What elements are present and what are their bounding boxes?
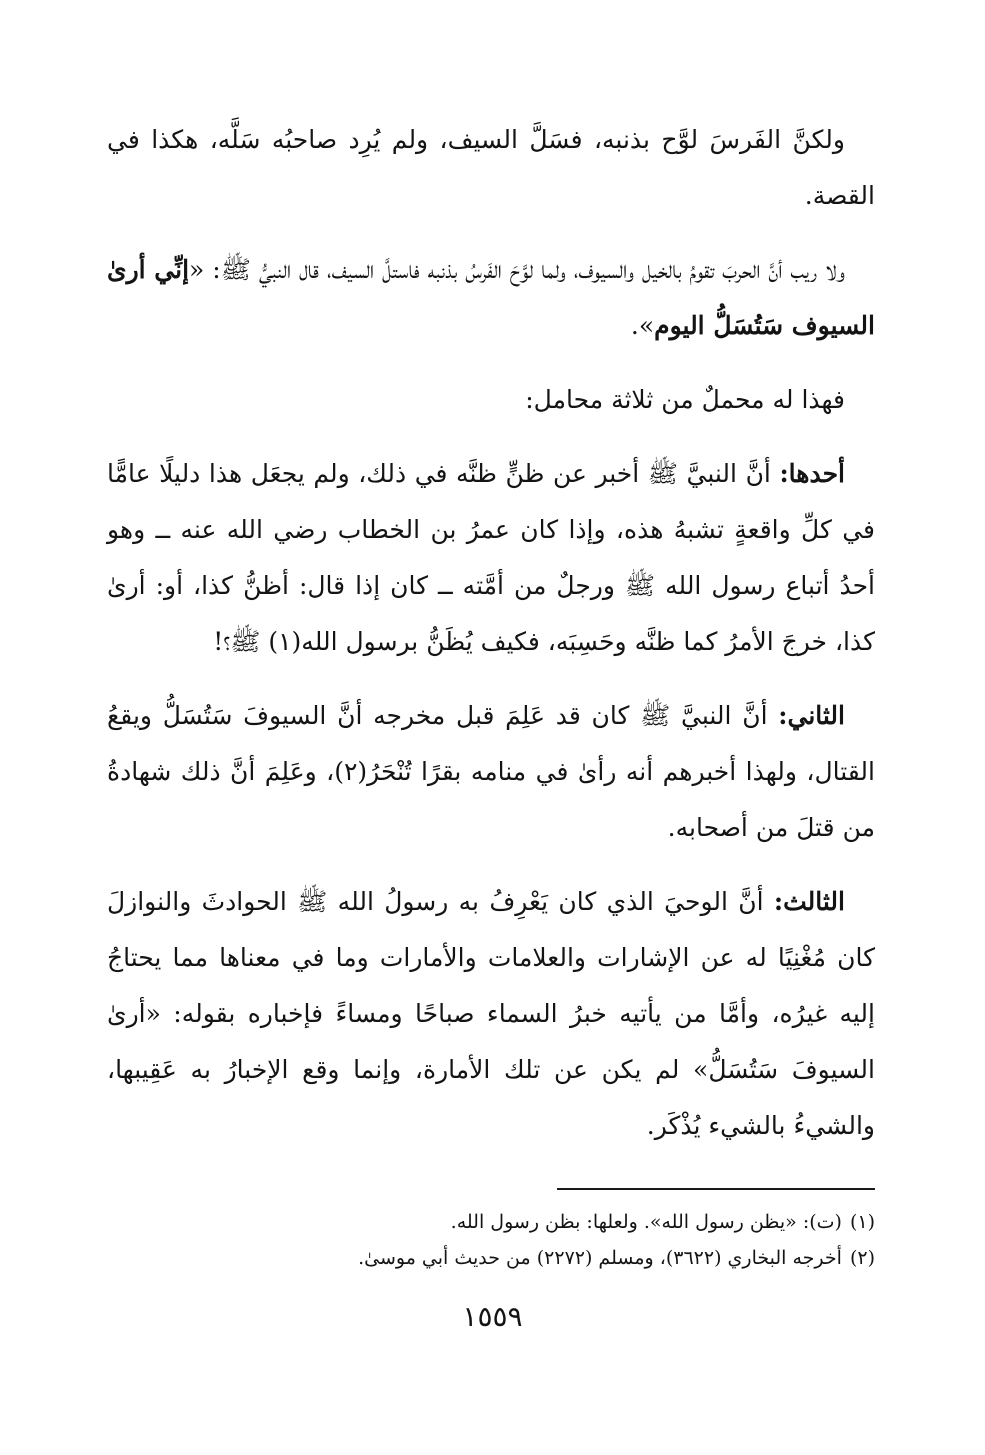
footnote-2	[107, 1240, 875, 1276]
page-body	[107, 112, 875, 1172]
third-aspect-heading: الثالث:	[773, 887, 845, 916]
first-aspect-heading: أحدها:	[779, 459, 845, 488]
paragraph-2	[107, 242, 875, 354]
footnotes	[107, 1204, 875, 1276]
paragraph-3: فهذا له محملٌ من ثلاثة محامل:	[525, 385, 845, 414]
paragraph-second-aspect	[107, 688, 875, 856]
page-number: ١٥٥٩	[462, 1300, 523, 1333]
paragraph-third-aspect	[107, 874, 875, 1154]
paragraph-first-aspect	[107, 446, 875, 670]
second-aspect-text: أنَّ النبيَّ ﷺ كان قد عَلِمَ قبل مخرجه أنَّ السيوفَ سَتُسَلُّ ويقعُ القتال، ولهذا أخبرهم أنه رأىٰ في منامه بقرًا تُنْحَرُ(٢)، وعَلِمَ أنَّ ذلك شهادةُ من قتلَ من أصحابه.	[107, 701, 875, 842]
footnote-2-text: أخرجه البخاري (٣٦٢٢)، ومسلم (٢٢٧٢) من حديث أبي موسىٰ.	[358, 1247, 842, 1269]
second-aspect-heading: الثاني:	[778, 701, 845, 730]
footnote-1-number: (١)	[849, 1211, 875, 1233]
paragraph-1: ولكنَّ الفَرسَ لوَّح بذنبه، فسَلَّ السيف، ولم يُرِد صاحبُه سَلَّه، هكذا في القصة.	[107, 125, 875, 210]
footnote-1	[107, 1204, 875, 1240]
first-aspect-text: أنَّ النبيَّ ﷺ أخبر عن ظنٍّ ظنَّه في ذلك، ولم يجعَل هذا دليلًا عامًّا في كلِّ واقعةٍ تشبهُ هذه، وإذا كان عمرُ بن الخطاب رضي الله عنه ــ وهو أحدُ أتباع رسول الله ﷺ ورجلٌ من أمَّته ــ كان إذا قال: أظنُّ كذا، أو: أرىٰ كذا، خرجَ الأمرُ كما ظنَّه وحَسِبَه، فكيف يُظَنُّ برسول الله(١) ﷺ؟!	[107, 459, 875, 656]
footnote-1-text: (ت): «يظن رسول الله». ولعلها: بظن رسول الله.	[450, 1211, 842, 1233]
paragraph-2-end: ».	[630, 311, 655, 340]
footnote-2-number: (٢)	[849, 1247, 875, 1269]
third-aspect-text: أنَّ الوحيَ الذي كان يَعْرِفُ به رسولُ الله ﷺ الحوادثَ والنوازلَ كان مُغْنِيًا له عن الإشارات والعلامات والأمارات وما في معناها مما يحتاجُ إليه غيرُه، وأمَّا من يأتيه خبرُ السماء صباحًا ومساءً فإخباره بقوله: «أرىٰ السيوفَ سَتُسَلُّ» لم يكن عن تلك الأمارة، وإنما وقع الإخبارُ به عَقِيبها، والشيءُ بالشيء يُذْكَر.	[107, 887, 875, 1140]
footnote-divider	[557, 1188, 875, 1190]
prophet-quote: إنِّي أرىٰ السيوف سَتُسَلُّ اليوم	[107, 255, 875, 340]
paragraph-2-text: ولا ريب أنَّ الحربَ تقومُ بالخيل والسيوف، ولما لوَّحَ الفَرسُ بذنبه فاستلَّ السيف، قال النبيُّ ﷺ: «	[189, 255, 846, 284]
